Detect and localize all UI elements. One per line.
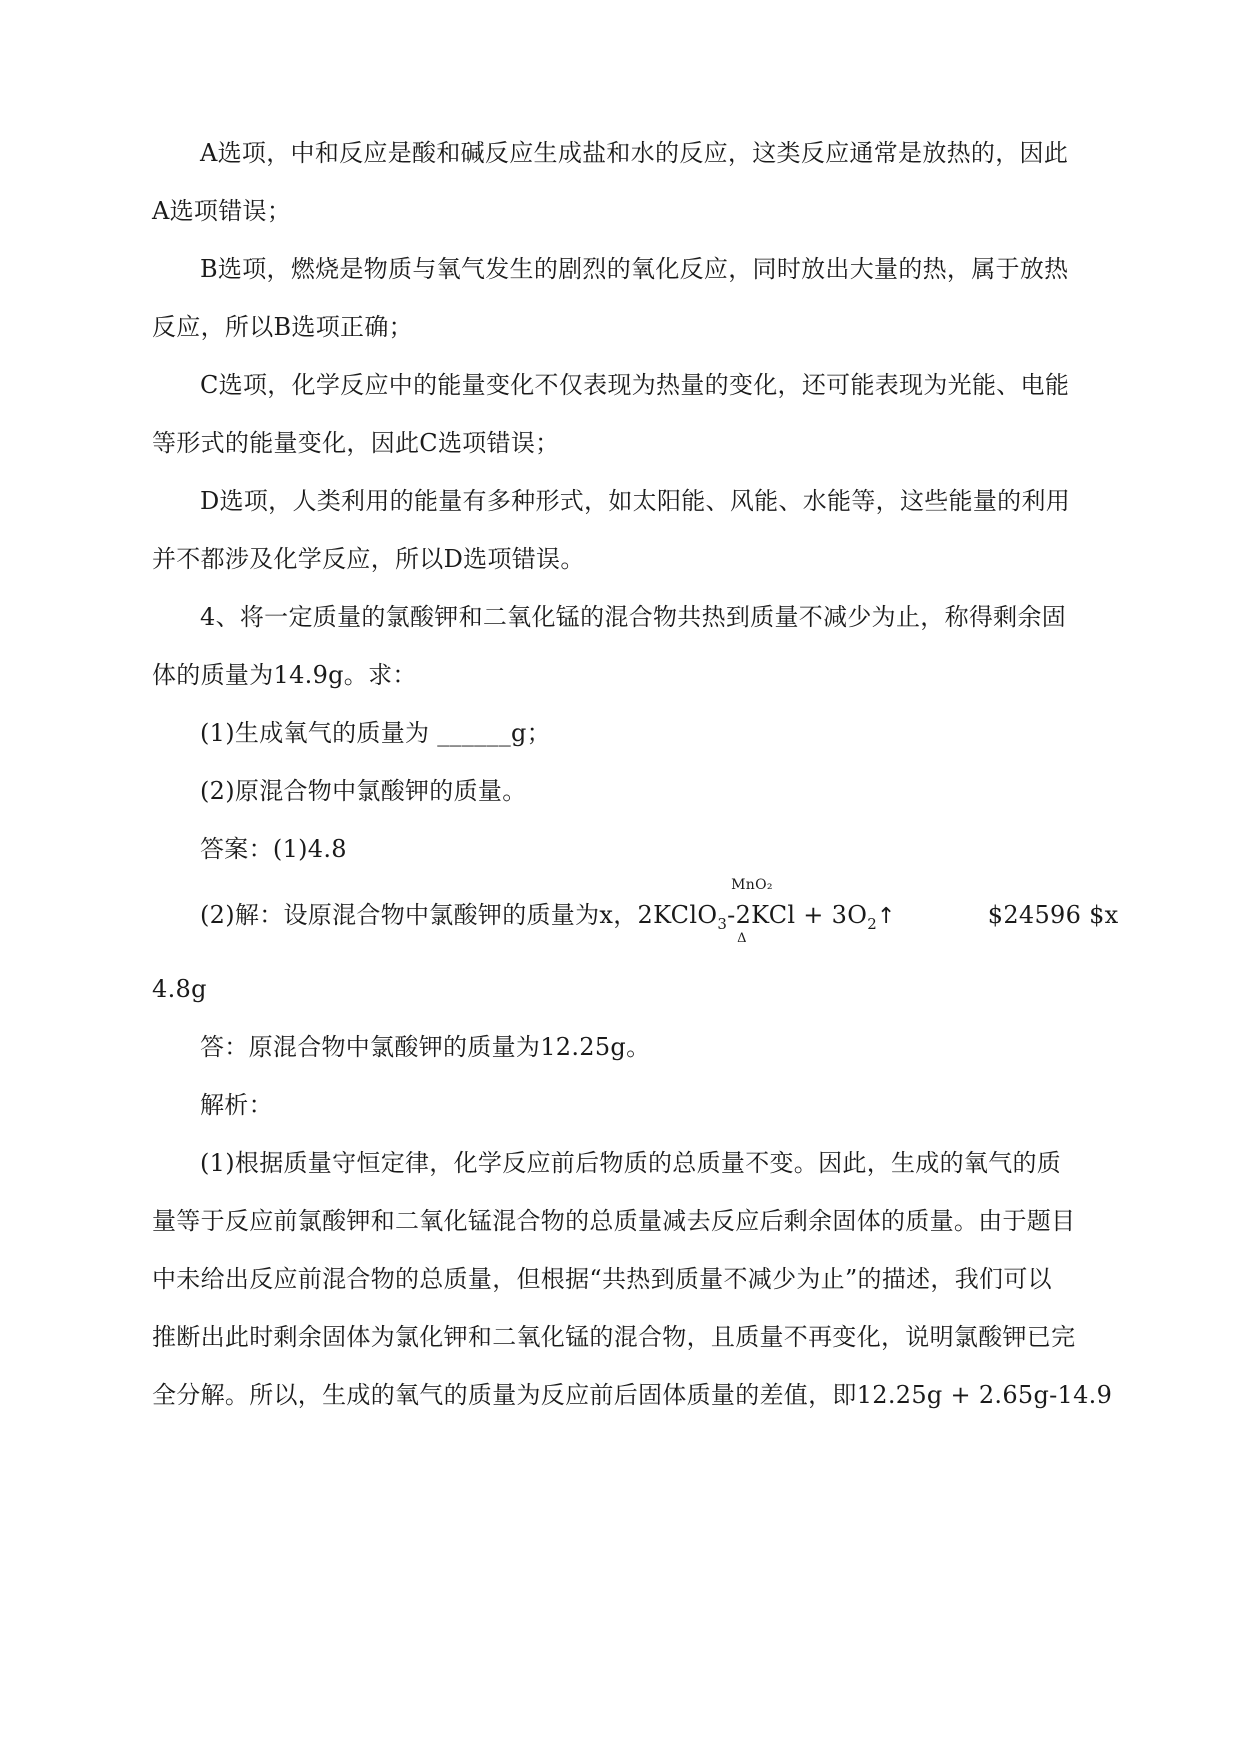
solution-prefix: (2)解：设原混合物中氯酸钾的质量为x， bbox=[200, 901, 638, 929]
question-4-line-2: 体的质量为14.9g。求： bbox=[152, 661, 417, 689]
option-c-line-2: 等形式的能量变化，因此C选项错误； bbox=[152, 429, 560, 457]
option-a-line-1: A选项，中和反应是酸和碱反应生成盐和水的反应，这类反应通常是放热的，因此 bbox=[200, 139, 1069, 167]
analysis-title: 解析： bbox=[200, 1091, 273, 1119]
solution-tail: $24596 $x bbox=[987, 901, 1119, 929]
solution-line-2: 4.8g bbox=[152, 975, 207, 1003]
analysis-line-3: 中未给出反应前混合物的总质量，但根据“共热到质量不减少为止”的描述，我们可以 bbox=[152, 1265, 1052, 1293]
answer-part-1: 答案：(1)4.8 bbox=[200, 835, 347, 863]
analysis-line-4: 推断出此时剩余固体为氯化钾和二氧化锰的混合物，且质量不再变化，说明氯酸钾已完 bbox=[152, 1323, 1076, 1351]
reaction-dash: - bbox=[727, 901, 736, 929]
option-a-line-2: A选项错误； bbox=[152, 197, 292, 225]
question-4-line-1: 4、将一定质量的氯酸钾和二氧化锰的混合物共热到质量不减少为止，称得剩余固 bbox=[200, 603, 1067, 631]
option-c-line-1: C选项，化学反应中的能量变化不仅表现为热量的变化，还可能表现为光能、电能 bbox=[200, 371, 1070, 399]
analysis-line-1: (1)根据质量守恒定律，化学反应前后物质的总质量不变。因此，生成的氧气的质 bbox=[200, 1149, 1062, 1177]
solution-line-1 bbox=[200, 877, 1119, 946]
option-b-line-1: B选项，燃烧是物质与氧气发生的剧烈的氧化反应，同时放出大量的热，属于放热 bbox=[200, 255, 1069, 283]
option-d-line-1: D选项，人类利用的能量有多种形式，如太阳能、风能、水能等，这些能量的利用 bbox=[200, 487, 1071, 515]
option-d-line-2: 并不都涉及化学反应，所以D选项错误。 bbox=[152, 545, 585, 573]
question-4-part-2: (2)原混合物中氯酸钾的质量。 bbox=[200, 777, 527, 805]
heat-symbol: Δ bbox=[737, 931, 747, 946]
analysis-line-2: 量等于反应前氯酸钾和二氧化锰混合物的总质量减去反应后剩余固体的质量。由于题目 bbox=[152, 1207, 1076, 1235]
final-answer: 答：原混合物中氯酸钾的质量为12.25g。 bbox=[200, 1033, 651, 1061]
catalyst-label: MnO₂ bbox=[731, 877, 773, 893]
reaction-condition bbox=[727, 877, 773, 946]
analysis-line-5: 全分解。所以，生成的氧气的质量为反应前后固体质量的差值，即12.25g + 2.65g-14.9 bbox=[152, 1381, 1113, 1409]
option-b-line-2: 反应，所以B选项正确； bbox=[152, 313, 413, 341]
gas-arrow-icon: ↑ bbox=[877, 904, 896, 929]
question-4-part-1: (1)生成氧气的质量为 ______g； bbox=[200, 719, 551, 747]
chemical-equation: 2KClO$_3$ MnO₂ - Δ $2KCl + 3O_2↑$ bbox=[637, 877, 896, 946]
